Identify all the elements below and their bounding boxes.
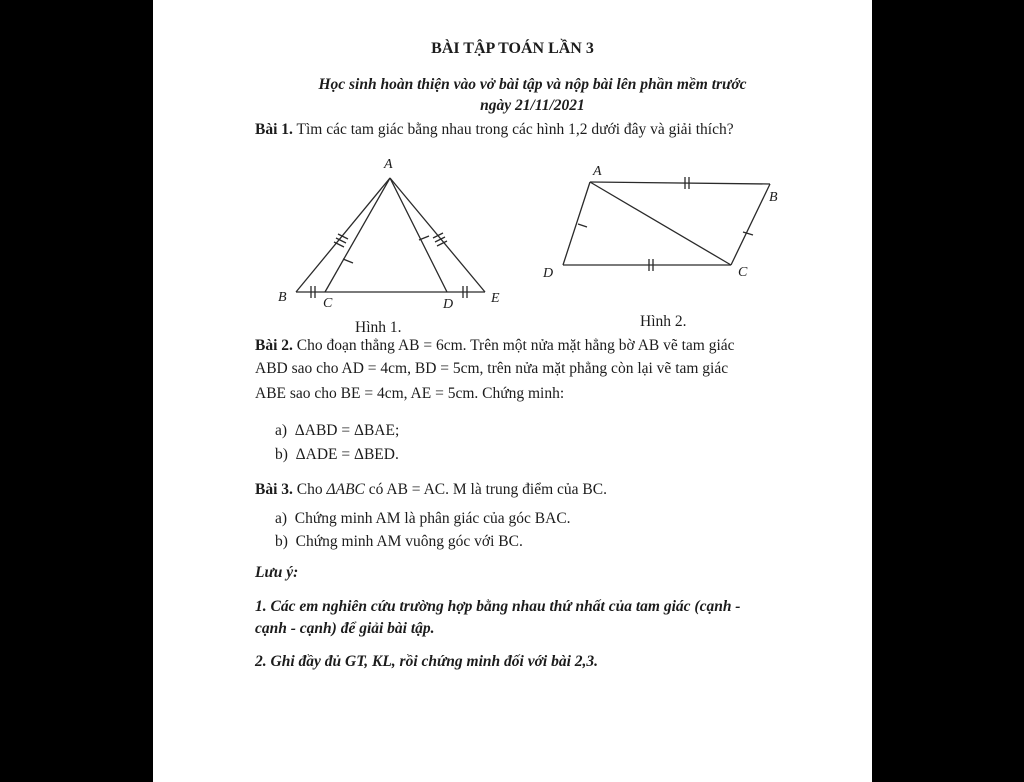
fig2-segment-bc <box>731 184 770 265</box>
exercise-3-text-post: có AB = AC. M là trung điểm của BC. <box>368 481 607 498</box>
instruction-line-2: ngày 21/11/2021 <box>480 97 585 114</box>
exercise-3-item-a <box>275 509 571 529</box>
fig2-label-a: A <box>593 164 602 179</box>
fig2-tick <box>743 232 753 235</box>
item-text: ΔADE = ΔBED. <box>295 446 399 463</box>
figure-2-caption: Hình 2. <box>640 313 687 330</box>
fig1-label-a: A <box>384 157 393 172</box>
note-item-1-line-2: cạnh - cạnh) để giải bài tập. <box>255 620 435 637</box>
exercise-3-line <box>255 480 607 500</box>
fig2-segment-ad <box>563 182 590 265</box>
item-label: b) <box>275 533 288 550</box>
fig2-segment-ab <box>590 182 770 184</box>
exercise-3-triangle: ΔABC <box>326 481 365 498</box>
exercise-2-line-2: ABD sao cho AD = 4cm, BD = 5cm, trên nửa mặt phẳng còn lại vẽ tam giác <box>255 360 729 377</box>
fig1-segment-ab <box>296 178 390 292</box>
fig2-label-d: D <box>543 266 554 281</box>
fig2-diagonal-ac <box>590 182 731 265</box>
fig1-tick <box>433 233 443 238</box>
item-text: ΔABD = ΔBAE; <box>294 422 400 439</box>
item-label: b) <box>275 446 288 463</box>
fig1-label-e: E <box>491 291 500 306</box>
fig1-tick <box>343 259 353 263</box>
document-page <box>153 0 872 782</box>
fig1-label-c: C <box>323 296 333 311</box>
exercise-1-text: Tìm các tam giác bằng nhau trong các hình 1,2 dưới đây và giải thích? <box>296 121 734 138</box>
exercise-3-item-b <box>275 532 523 552</box>
note-item-1-line-1: 1. Các em nghiên cứu trường hợp bằng nhau thứ nhất của tam giác (cạnh - <box>255 598 741 615</box>
fig1-segment-ac <box>325 178 390 292</box>
fig2-label-b: B <box>769 190 778 205</box>
exercise-1-label: Bài 1. <box>255 121 293 138</box>
exercise-2-text-1: Cho đoạn thẳng AB = 6cm. Trên một nửa mặt hẳng bờ AB vẽ tam giác <box>296 337 735 354</box>
item-label: a) <box>275 422 288 439</box>
exercise-2-line-1 <box>255 336 735 356</box>
exercise-2-label: Bài 2. <box>255 337 293 354</box>
fig1-label-d: D <box>443 297 454 312</box>
item-text: Chứng minh AM vuông góc với BC. <box>295 533 523 550</box>
instruction-line-1: Học sinh hoàn thiện vào vở bài tập và nộp bài lên phần mềm trước <box>318 76 747 93</box>
exercise-2-item-b <box>275 445 399 465</box>
note-item-2: 2. Ghi đầy đủ GT, KL, rồi chứng minh đối với bài 2,3. <box>255 653 599 670</box>
fig1-label-b: B <box>278 290 287 305</box>
exercise-3-label: Bài 3. <box>255 481 293 498</box>
item-label: a) <box>275 510 288 527</box>
item-text: Chứng minh AM là phân giác của góc BAC. <box>294 510 571 527</box>
fig1-segment-ae <box>390 178 485 292</box>
figure-1-caption: Hình 1. <box>355 319 402 336</box>
exercise-2-line-3: ABE sao cho BE = 4cm, AE = 5cm. Chứng minh: <box>255 385 565 402</box>
exercise-3-text-pre: Cho <box>296 481 323 498</box>
page-title: BÀI TẬP TOÁN LẦN 3 <box>431 40 594 57</box>
fig2-label-c: C <box>738 265 748 280</box>
fig2-tick <box>578 224 587 227</box>
note-heading: Lưu ý: <box>255 564 299 581</box>
exercise-2-item-a <box>275 421 399 441</box>
